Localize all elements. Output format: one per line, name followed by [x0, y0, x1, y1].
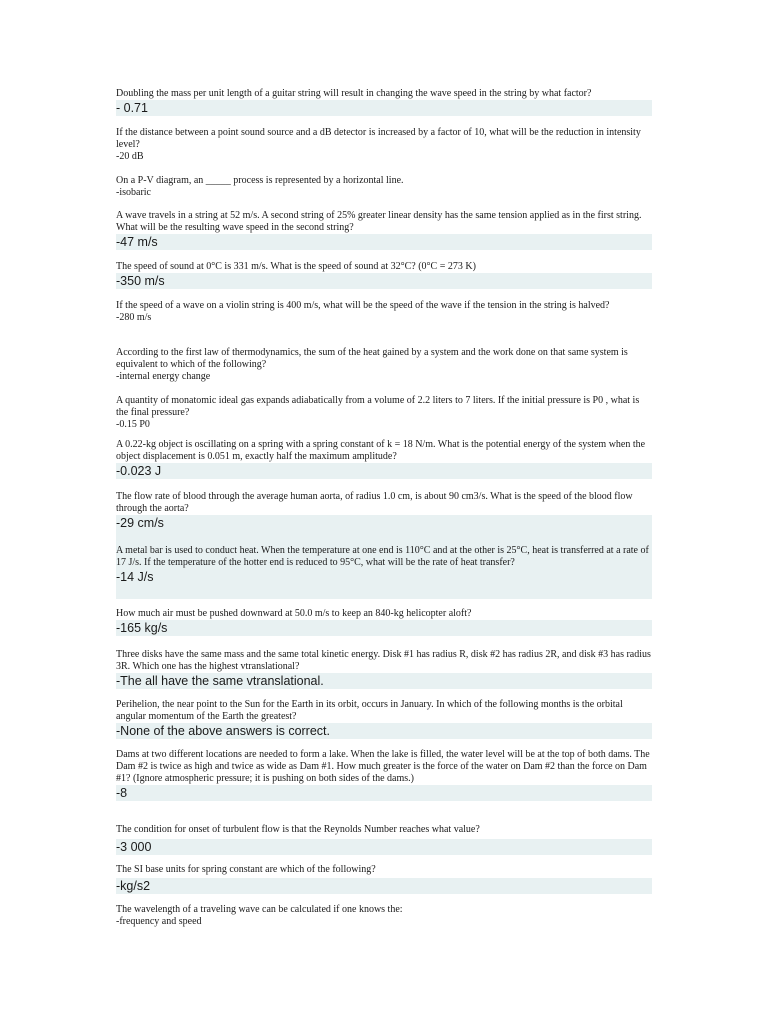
answer-text: -14 J/s — [116, 570, 154, 584]
question-text: If the distance between a point sound source and a dB detector is increased by a factor of 10, what will be the reduction in intensity level? — [116, 127, 641, 150]
answer-text: -The all have the same vtranslational. — [116, 673, 652, 689]
qa-item — [116, 545, 652, 599]
question-text: The SI base units for spring constant are which of the following? — [116, 864, 376, 875]
question-text: The flow rate of blood through the average human aorta, of radius 1.0 cm, is about 90 cm3/s. What is the speed of the blood flow through the aorta? — [116, 491, 633, 514]
qa-item — [116, 608, 652, 636]
question-text: Three disks have the same mass and the same total kinetic energy. Disk #1 has radius R, disk #2 has radius 2R, and disk #3 has radius 3R. Which one has the highest vtranslational? — [116, 649, 651, 672]
qa-item — [116, 824, 652, 855]
answer-text: -0.15 P0 — [116, 419, 150, 430]
question-text: A wave travels in a string at 52 m/s. A second string of 25% greater linear density has the same tension applied as in the first string. What will be the resulting wave speed in the second string? — [116, 210, 642, 233]
answer-text: -3 000 — [116, 839, 652, 855]
qa-item — [116, 649, 652, 689]
qa-item — [116, 439, 652, 479]
question-text: Doubling the mass per unit length of a guitar string will result in changing the wave speed in the string by what factor? — [116, 88, 592, 99]
question-text: Dams at two different locations are needed to form a lake. When the lake is filled, the water level will be at the top of both dams. The Dam #2 is twice as high and twice as wide as Dam #1. How much greater is the force of the water on Dam #2 than the force on Dam #1? (Ignore atmospheric pressure; it is pushing on both sides of the dams.) — [116, 749, 650, 784]
question-text: The speed of sound at 0°C is 331 m/s. What is the speed of sound at 32°C? (0°C = 273 K) — [116, 261, 476, 272]
answer-text: -350 m/s — [116, 273, 652, 289]
qa-item — [116, 127, 652, 163]
answer-text: -0.023 J — [116, 463, 652, 479]
qa-item — [116, 749, 652, 801]
question-text: How much air must be pushed downward at 50.0 m/s to keep an 840-kg helicopter aloft? — [116, 608, 472, 619]
qa-item — [116, 88, 652, 116]
question-text: A quantity of monatomic ideal gas expands adiabatically from a volume of 2.2 liters to 7 liters. If the initial pressure is P0 , what is the final pressure? — [116, 395, 640, 418]
qa-item — [116, 347, 652, 383]
answer-text: -165 kg/s — [116, 620, 652, 636]
qa-item — [116, 261, 652, 289]
qa-item — [116, 300, 652, 324]
answer-text: -280 m/s — [116, 312, 152, 323]
qa-item — [116, 175, 652, 199]
question-text: According to the first law of thermodynamics, the sum of the heat gained by a system and the work done on that same system is equivalent to which of the following? — [116, 347, 628, 370]
answer-text: -frequency and speed — [116, 916, 202, 927]
qa-item — [116, 864, 652, 894]
answer-text: - 0.71 — [116, 100, 652, 116]
question-text: The condition for onset of turbulent flow is that the Reynolds Number reaches what value? — [116, 824, 480, 835]
answer-text: -20 dB — [116, 151, 144, 162]
answer-text: -None of the above answers is correct. — [116, 723, 652, 739]
answer-text: -internal energy change — [116, 371, 211, 382]
question-text: A 0.22-kg object is oscillating on a spring with a spring constant of k = 18 N/m. What is the potential energy of the system when the object displacement is 0.051 m, exactly half the maximum amplitude? — [116, 439, 646, 462]
question-text: Perihelion, the near point to the Sun for the Earth in its orbit, occurs in January. In which of the following months is the orbital angular momentum of the Earth the greatest? — [116, 699, 623, 722]
qa-item — [116, 904, 652, 928]
answer-text: -29 cm/s — [116, 515, 652, 545]
answer-text: -47 m/s — [116, 234, 652, 250]
qa-item — [116, 395, 652, 431]
answer-text: -8 — [116, 785, 652, 801]
qa-item — [116, 491, 652, 545]
question-text: On a P-V diagram, an _____ process is represented by a horizontal line. — [116, 175, 404, 186]
question-text: The wavelength of a traveling wave can be calculated if one knows the: — [116, 904, 403, 915]
answer-text: -isobaric — [116, 187, 151, 198]
question-text: A metal bar is used to conduct heat. When the temperature at one end is 110°C and at the other is 25°C, heat is transferred at a rate of 17 J/s. If the temperature of the hotter end is reduced to 95°C, what will be the rate of heat transfer? — [116, 545, 649, 568]
answer-text: -kg/s2 — [116, 878, 652, 894]
qa-item — [116, 210, 652, 250]
question-text: If the speed of a wave on a violin string is 400 m/s, what will be the speed of the wave if the tension in the string is halved? — [116, 300, 610, 311]
qa-item — [116, 699, 652, 739]
